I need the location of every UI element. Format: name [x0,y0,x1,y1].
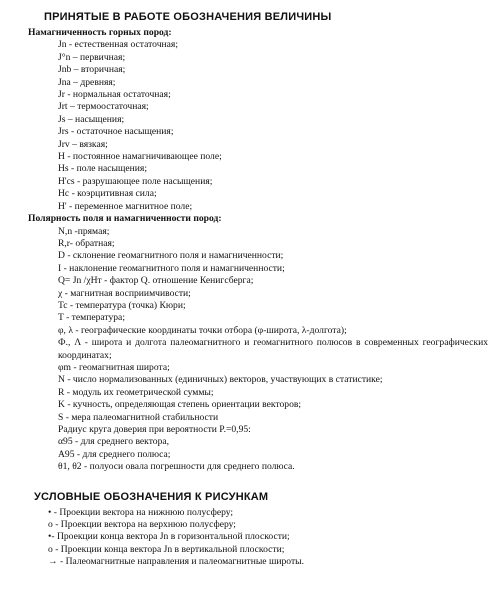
list-item: H - постоянное намагничивающее поле; [58,151,222,163]
list-item: T - температура; [58,312,125,324]
list-item: A95 - для среднего полюса; [58,448,171,460]
legend-title: УСЛОВНЫЕ ОБОЗНАЧЕНИЯ К РИСУНКАМ [34,490,269,503]
list-item: Hc - коэрцитивная сила; [58,188,157,200]
list-item: N - число нормализованных (единичных) векторов, участвующих в статистике; [58,374,383,386]
list-item: χ - магнитная восприимчивости; [58,287,191,299]
list-item: θ1, θ2 - полуоси овала погрешности для среднего полюса. [58,461,295,473]
list-item: Jna – древняя; [58,76,116,88]
legend-item: •- Проекции конца вектора Jn в горизонтальной плоскости; [48,531,290,543]
list-item: φ, λ - географические координаты точки отбора (φ-широта, λ-долгота); [58,324,347,336]
list-item: Jnb – вторичная; [58,64,126,76]
magnetization-heading: Намагниченность горных пород: [28,27,172,38]
list-item: α95 - для среднего вектора, [58,436,170,448]
radius-heading: Радиус круга доверия при вероятности P.=0,95: [58,424,251,435]
list-item: S - мера палеомагнитной стабильности [58,411,219,423]
legend-item: → - Палеомагнитные направления и палеомагнитные широты. [48,556,304,568]
legend-item: o - Проекции вектора на верхнюю полусферу; [48,519,236,531]
legend-list [28,507,488,569]
list-item: Jrv – вязкая; [58,138,108,150]
polarity-heading: Полярность поля и намагниченности пород: [28,213,222,225]
list-item: Tc - температура (точка) Кюри; [58,299,186,311]
list-item: N,n -прямая; [58,225,110,237]
list-item: H' - переменное магнитное поле; [58,200,193,212]
list-item: Jrs - остаточное насыщения; [58,126,174,138]
list-item: R - модуль их геометрической суммы; [58,386,214,398]
list-item: Jrt – термоостаточная; [58,101,149,113]
list-item: Q= Jn /χHт - фактор Q. отношение Кенигсберга; [58,275,254,287]
legend-item: • - Проекции вектора на нижнюю полусферу; [48,506,234,518]
list-item: R,r- обратная; [58,237,115,249]
polarity-list [28,226,488,474]
list-item: J°n – первичная; [58,51,126,63]
list-item: Jr - нормальная остаточная; [58,89,171,101]
list-item: I - наклонение геомагнитного поля и намагниченности; [58,262,285,274]
magnetization-list [28,39,488,213]
list-item: Js – насыщения; [58,113,125,125]
legend-item: o - Проекции конца вектора Jn в вертикальной плоскости; [48,543,285,555]
list-item-long: Ф., Λ - широта и долгота палеомагнитного и геомагнитного полюсов в современных географических координатах; [58,337,488,361]
list-item: φm - геомагнитная широта; [58,361,170,373]
list-item: H'cs - разрушающее поле насыщения; [58,175,213,187]
list-item: K - кучность, определяющая степень ориентации векторов; [58,399,302,411]
page-title: ПРИНЯТЫЕ В РАБОТЕ ОБОЗНАЧЕНИЯ ВЕЛИЧИНЫ [44,11,332,23]
list-item: D - склонение геомагнитного поля и намагниченности; [58,250,284,262]
list-item: Jn - естественная остаточная; [58,39,179,51]
list-item: Hs - поле насыщения; [58,163,147,175]
